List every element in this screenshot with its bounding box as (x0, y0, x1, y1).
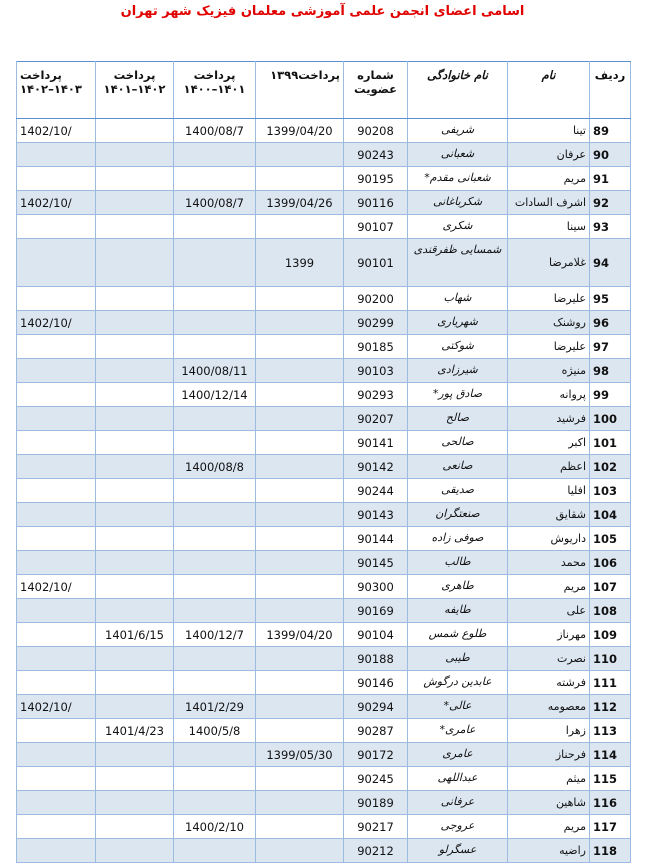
cell-member-no: 90141 (344, 431, 408, 455)
table-header-row (17, 62, 631, 119)
cell-row-num: 115 (590, 767, 631, 791)
cell-first-name: نصرت (508, 647, 590, 671)
cell-pay-1402 (17, 335, 96, 359)
cell-first-name: اکبر (508, 431, 590, 455)
table-row (17, 311, 631, 335)
cell-row-num: 99 (590, 383, 631, 407)
cell-pay-1399: 1399/05/30 (256, 743, 344, 767)
cell-row-num: 105 (590, 527, 631, 551)
cell-pay-1402: 1402/10/ (17, 119, 96, 143)
cell-member-no: 90300 (344, 575, 408, 599)
cell-first-name: مریم (508, 575, 590, 599)
cell-row-num: 93 (590, 215, 631, 239)
cell-first-name: فرشته (508, 671, 590, 695)
cell-first-name: میثم (508, 767, 590, 791)
cell-pay-1400: 1400/08/7 (174, 119, 256, 143)
table-row (17, 167, 631, 191)
cell-row-num: 109 (590, 623, 631, 647)
table-row (17, 743, 631, 767)
cell-member-no: 90294 (344, 695, 408, 719)
cell-member-no: 90107 (344, 215, 408, 239)
cell-last-name: شکری (408, 215, 508, 239)
header-member-no (344, 62, 408, 119)
cell-row-num: 102 (590, 455, 631, 479)
cell-pay-1402 (17, 167, 96, 191)
cell-row-num: 112 (590, 695, 631, 719)
cell-pay-1401 (96, 431, 174, 455)
cell-member-no: 90189 (344, 791, 408, 815)
cell-last-name: صادق پور* (408, 383, 508, 407)
cell-pay-1401 (96, 383, 174, 407)
header-pay-1401-years: ۱۴۰۲–۱۴۰۱ (103, 82, 166, 96)
cell-first-name: تینا (508, 119, 590, 143)
cell-member-no: 90146 (344, 671, 408, 695)
cell-last-name: شمسایی ظفرقندی (408, 239, 508, 287)
table-row (17, 551, 631, 575)
cell-last-name: شوکتی (408, 335, 508, 359)
cell-member-no: 90244 (344, 479, 408, 503)
cell-last-name: طاهری (408, 575, 508, 599)
cell-member-no: 90188 (344, 647, 408, 671)
cell-last-name: شعبانی مقدم* (408, 167, 508, 191)
cell-pay-1402 (17, 431, 96, 455)
cell-pay-1400 (174, 167, 256, 191)
cell-pay-1402 (17, 671, 96, 695)
cell-member-no: 90145 (344, 551, 408, 575)
cell-pay-1399 (256, 719, 344, 743)
cell-pay-1402 (17, 287, 96, 311)
cell-row-num: 95 (590, 287, 631, 311)
cell-pay-1402 (17, 215, 96, 239)
cell-first-name: راضیه (508, 839, 590, 863)
cell-pay-1399 (256, 671, 344, 695)
cell-pay-1400 (174, 479, 256, 503)
cell-row-num: 92 (590, 191, 631, 215)
cell-pay-1400: 1400/08/11 (174, 359, 256, 383)
cell-pay-1402 (17, 647, 96, 671)
cell-pay-1401 (96, 143, 174, 167)
cell-pay-1401 (96, 575, 174, 599)
header-last-name-label: نام خانوادگی (427, 68, 488, 82)
cell-pay-1399: 1399/04/20 (256, 623, 344, 647)
table-row (17, 623, 631, 647)
cell-row-num: 94 (590, 239, 631, 287)
cell-pay-1401 (96, 695, 174, 719)
cell-pay-1402 (17, 455, 96, 479)
header-member-no-line1: شماره (357, 68, 394, 82)
cell-row-num: 113 (590, 719, 631, 743)
cell-member-no: 90217 (344, 815, 408, 839)
cell-member-no: 90208 (344, 119, 408, 143)
table-row (17, 575, 631, 599)
cell-member-no: 90245 (344, 767, 408, 791)
cell-pay-1401 (96, 167, 174, 191)
cell-pay-1401 (96, 215, 174, 239)
cell-pay-1401 (96, 239, 174, 287)
header-pay-1400 (174, 62, 256, 119)
cell-last-name: شهاب (408, 287, 508, 311)
cell-last-name: صالح (408, 407, 508, 431)
cell-pay-1402: 1402/10/ (17, 311, 96, 335)
cell-pay-1399 (256, 455, 344, 479)
cell-pay-1400: 1400/08/7 (174, 191, 256, 215)
cell-pay-1402 (17, 767, 96, 791)
cell-pay-1400 (174, 215, 256, 239)
cell-first-name: محمد (508, 551, 590, 575)
cell-pay-1401 (96, 119, 174, 143)
cell-row-num: 100 (590, 407, 631, 431)
cell-row-num: 91 (590, 167, 631, 191)
cell-member-no: 90172 (344, 743, 408, 767)
cell-first-name: علی (508, 599, 590, 623)
header-first-name-label: نام (541, 68, 556, 82)
cell-pay-1402 (17, 839, 96, 863)
cell-pay-1402 (17, 791, 96, 815)
cell-pay-1399 (256, 647, 344, 671)
cell-pay-1400 (174, 767, 256, 791)
cell-pay-1400 (174, 407, 256, 431)
cell-last-name: شکرباغانی (408, 191, 508, 215)
cell-pay-1401 (96, 311, 174, 335)
cell-last-name: صنعتگران (408, 503, 508, 527)
cell-first-name: شقایق (508, 503, 590, 527)
members-table (16, 61, 631, 863)
header-pay-1401-label: پرداخت (113, 68, 156, 82)
table-row (17, 719, 631, 743)
cell-first-name: داریوش (508, 527, 590, 551)
cell-pay-1402 (17, 239, 96, 287)
cell-member-no: 90101 (344, 239, 408, 287)
table-row (17, 335, 631, 359)
cell-pay-1401 (96, 767, 174, 791)
table-row (17, 215, 631, 239)
cell-pay-1399 (256, 791, 344, 815)
cell-row-num: 98 (590, 359, 631, 383)
cell-pay-1402 (17, 743, 96, 767)
cell-member-no: 90207 (344, 407, 408, 431)
cell-pay-1400: 1400/12/7 (174, 623, 256, 647)
cell-first-name: پروانه (508, 383, 590, 407)
cell-last-name: شهریاری (408, 311, 508, 335)
header-last-name (408, 62, 508, 119)
cell-row-num: 114 (590, 743, 631, 767)
header-first-name (508, 62, 590, 119)
cell-pay-1400 (174, 839, 256, 863)
cell-member-no: 90200 (344, 287, 408, 311)
cell-pay-1402 (17, 479, 96, 503)
cell-member-no: 90103 (344, 359, 408, 383)
cell-pay-1399 (256, 599, 344, 623)
cell-pay-1400: 1401/2/29 (174, 695, 256, 719)
table-row (17, 119, 631, 143)
cell-pay-1401 (96, 815, 174, 839)
cell-member-no: 90243 (344, 143, 408, 167)
table-row (17, 383, 631, 407)
cell-pay-1400 (174, 143, 256, 167)
cell-pay-1400 (174, 311, 256, 335)
cell-pay-1400 (174, 647, 256, 671)
cell-pay-1402 (17, 815, 96, 839)
cell-last-name: طیبی (408, 647, 508, 671)
cell-pay-1401 (96, 287, 174, 311)
cell-row-num: 106 (590, 551, 631, 575)
cell-row-num: 116 (590, 791, 631, 815)
cell-pay-1399: 1399 (256, 239, 344, 287)
cell-pay-1399 (256, 767, 344, 791)
cell-pay-1402 (17, 407, 96, 431)
cell-first-name: سینا (508, 215, 590, 239)
header-pay-1400-label: پرداخت (193, 68, 236, 82)
cell-pay-1401 (96, 743, 174, 767)
header-row-num: ردیف (590, 62, 631, 119)
cell-row-num: 96 (590, 311, 631, 335)
cell-pay-1402 (17, 527, 96, 551)
cell-last-name: عامری (408, 743, 508, 767)
cell-last-name: عابدین درگوش (408, 671, 508, 695)
cell-pay-1401 (96, 647, 174, 671)
cell-member-no: 90293 (344, 383, 408, 407)
cell-pay-1400: 1400/5/8 (174, 719, 256, 743)
cell-last-name: عرفانی (408, 791, 508, 815)
cell-first-name: منیژه (508, 359, 590, 383)
cell-pay-1401 (96, 527, 174, 551)
cell-pay-1401: 1401/6/15 (96, 623, 174, 647)
cell-last-name: شریفی (408, 119, 508, 143)
cell-pay-1401: 1401/4/23 (96, 719, 174, 743)
cell-pay-1402 (17, 623, 96, 647)
table-row (17, 647, 631, 671)
cell-row-num: 118 (590, 839, 631, 863)
cell-last-name: طالب (408, 551, 508, 575)
cell-last-name: صانعی (408, 455, 508, 479)
cell-pay-1401 (96, 839, 174, 863)
cell-first-name: اعظم (508, 455, 590, 479)
cell-row-num: 110 (590, 647, 631, 671)
page-title: اسامی اعضای انجمن علمی آموزشی معلمان فیزیک شهر تهران (120, 4, 525, 19)
table-row (17, 479, 631, 503)
cell-last-name: صالحی (408, 431, 508, 455)
table-row (17, 815, 631, 839)
cell-last-name: عبداللهی (408, 767, 508, 791)
cell-first-name: فرحناز (508, 743, 590, 767)
cell-first-name: افلیا (508, 479, 590, 503)
cell-last-name: طلوع شمس (408, 623, 508, 647)
cell-pay-1399: 1399/04/26 (256, 191, 344, 215)
table-row (17, 791, 631, 815)
cell-pay-1399 (256, 335, 344, 359)
cell-pay-1402 (17, 503, 96, 527)
cell-pay-1399 (256, 575, 344, 599)
header-pay-1402-label: پرداخت (20, 68, 62, 82)
cell-pay-1400 (174, 791, 256, 815)
cell-last-name: شعبانی (408, 143, 508, 167)
cell-pay-1400 (174, 431, 256, 455)
cell-pay-1401 (96, 407, 174, 431)
cell-pay-1399: 1399/04/20 (256, 119, 344, 143)
cell-row-num: 103 (590, 479, 631, 503)
cell-pay-1400 (174, 575, 256, 599)
cell-pay-1400 (174, 671, 256, 695)
cell-first-name: زهرا (508, 719, 590, 743)
cell-pay-1402 (17, 359, 96, 383)
table-body (17, 119, 631, 863)
table-row (17, 671, 631, 695)
cell-row-num: 104 (590, 503, 631, 527)
cell-first-name: معصومه (508, 695, 590, 719)
cell-pay-1399 (256, 551, 344, 575)
cell-pay-1399 (256, 839, 344, 863)
cell-pay-1402: 1402/10/ (17, 695, 96, 719)
cell-pay-1402 (17, 719, 96, 743)
cell-pay-1401 (96, 359, 174, 383)
cell-pay-1399 (256, 167, 344, 191)
cell-pay-1401 (96, 503, 174, 527)
cell-member-no: 90299 (344, 311, 408, 335)
cell-pay-1402 (17, 383, 96, 407)
cell-member-no: 90104 (344, 623, 408, 647)
table-row (17, 239, 631, 287)
cell-pay-1400 (174, 239, 256, 287)
table-row (17, 695, 631, 719)
cell-pay-1400 (174, 743, 256, 767)
cell-member-no: 90144 (344, 527, 408, 551)
cell-last-name: صدیقی (408, 479, 508, 503)
cell-row-num: 97 (590, 335, 631, 359)
cell-pay-1400: 1400/2/10 (174, 815, 256, 839)
table-row (17, 431, 631, 455)
table-row (17, 599, 631, 623)
cell-pay-1399 (256, 359, 344, 383)
cell-pay-1401 (96, 551, 174, 575)
cell-member-no: 90185 (344, 335, 408, 359)
cell-pay-1401 (96, 791, 174, 815)
cell-member-no: 90195 (344, 167, 408, 191)
cell-first-name: فرشید (508, 407, 590, 431)
cell-pay-1402 (17, 551, 96, 575)
cell-last-name: عسگرلو (408, 839, 508, 863)
table-row (17, 839, 631, 863)
table-row (17, 407, 631, 431)
cell-pay-1401 (96, 671, 174, 695)
cell-row-num: 101 (590, 431, 631, 455)
cell-pay-1399 (256, 479, 344, 503)
cell-pay-1401 (96, 479, 174, 503)
cell-member-no: 90212 (344, 839, 408, 863)
cell-pay-1402 (17, 599, 96, 623)
cell-first-name: مریم (508, 815, 590, 839)
cell-pay-1400: 1400/08/8 (174, 455, 256, 479)
header-pay-1400-years: ۱۴۰۱–۱۴۰۰ (183, 82, 246, 96)
table-row (17, 767, 631, 791)
cell-member-no: 90142 (344, 455, 408, 479)
table-row (17, 503, 631, 527)
cell-pay-1401 (96, 335, 174, 359)
cell-row-num: 89 (590, 119, 631, 143)
cell-row-num: 111 (590, 671, 631, 695)
header-pay-1399: پرداخت۱۳۹۹ (256, 62, 344, 119)
cell-pay-1400 (174, 503, 256, 527)
cell-first-name: مریم (508, 167, 590, 191)
cell-row-num: 107 (590, 575, 631, 599)
cell-pay-1399 (256, 527, 344, 551)
table-row (17, 287, 631, 311)
cell-pay-1399 (256, 503, 344, 527)
table-row (17, 143, 631, 167)
cell-first-name: شاهین (508, 791, 590, 815)
cell-first-name: عرفان (508, 143, 590, 167)
header-member-no-line2: عضویت (354, 82, 397, 96)
cell-pay-1399 (256, 815, 344, 839)
cell-last-name: طایفه (408, 599, 508, 623)
cell-first-name: مهرناز (508, 623, 590, 647)
cell-pay-1399 (256, 431, 344, 455)
cell-row-num: 108 (590, 599, 631, 623)
cell-pay-1399 (256, 215, 344, 239)
cell-member-no: 90116 (344, 191, 408, 215)
cell-pay-1399 (256, 407, 344, 431)
cell-pay-1399 (256, 383, 344, 407)
cell-last-name: عروجی (408, 815, 508, 839)
cell-pay-1400 (174, 551, 256, 575)
cell-first-name: علیرضا (508, 335, 590, 359)
cell-pay-1399 (256, 287, 344, 311)
cell-pay-1402: 1402/10/ (17, 191, 96, 215)
cell-member-no: 90169 (344, 599, 408, 623)
cell-pay-1400: 1400/12/14 (174, 383, 256, 407)
table-row (17, 359, 631, 383)
header-pay-1401 (96, 62, 174, 119)
table-row (17, 191, 631, 215)
cell-last-name: شیرزادی (408, 359, 508, 383)
cell-pay-1400 (174, 599, 256, 623)
cell-pay-1399 (256, 311, 344, 335)
cell-pay-1399 (256, 143, 344, 167)
cell-last-name: صوفی زاده (408, 527, 508, 551)
cell-member-no: 90143 (344, 503, 408, 527)
cell-row-num: 117 (590, 815, 631, 839)
cell-first-name: غلامرضا (508, 239, 590, 287)
table-row (17, 455, 631, 479)
cell-first-name: اشرف السادات (508, 191, 590, 215)
cell-pay-1401 (96, 191, 174, 215)
cell-pay-1402: 1402/10/ (17, 575, 96, 599)
cell-pay-1401 (96, 599, 174, 623)
cell-first-name: علیرضا (508, 287, 590, 311)
cell-pay-1401 (96, 455, 174, 479)
cell-last-name: عالی* (408, 695, 508, 719)
cell-pay-1400 (174, 287, 256, 311)
cell-first-name: روشنک (508, 311, 590, 335)
cell-last-name: عامری* (408, 719, 508, 743)
cell-pay-1402 (17, 143, 96, 167)
table-row (17, 527, 631, 551)
cell-pay-1400 (174, 527, 256, 551)
cell-member-no: 90287 (344, 719, 408, 743)
cell-row-num: 90 (590, 143, 631, 167)
cell-pay-1400 (174, 335, 256, 359)
header-pay-1402 (17, 62, 96, 119)
header-pay-1402-years: ۱۴۰۳–۱۴۰۲ (20, 82, 82, 96)
cell-pay-1399 (256, 695, 344, 719)
